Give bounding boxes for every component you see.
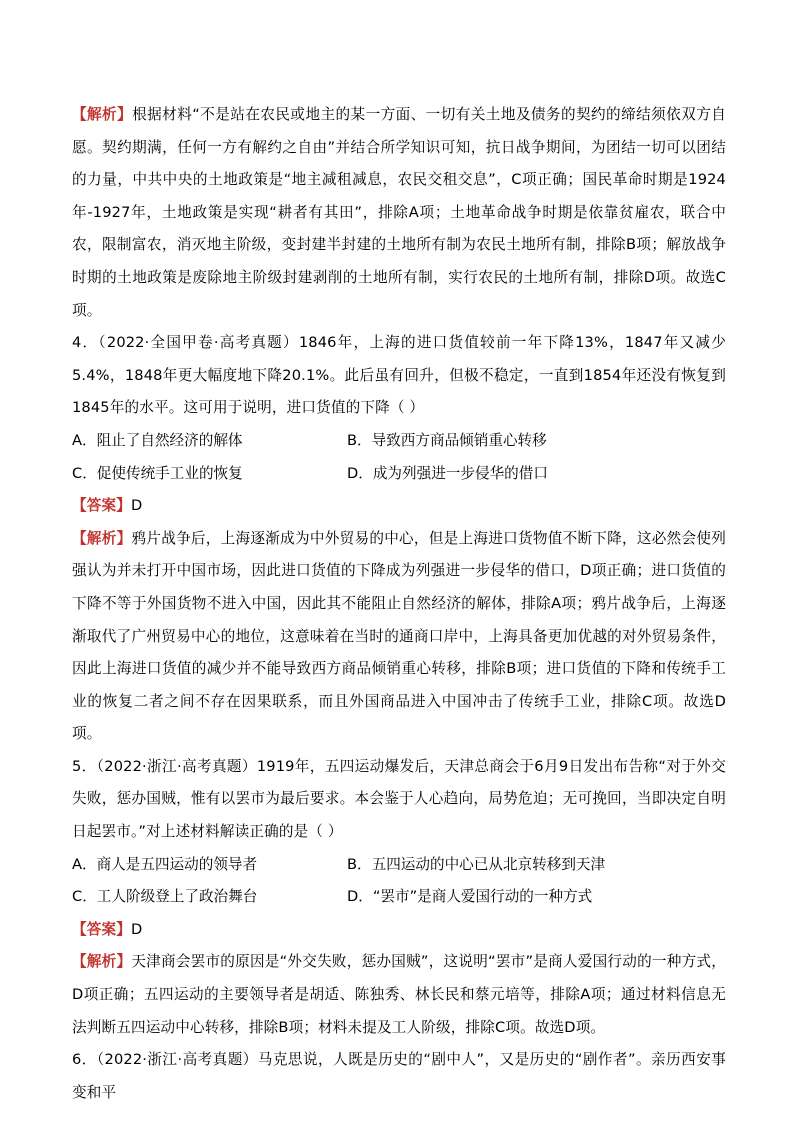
q5-option-d: D．“罢市”是商人爱国行动的一种方式 bbox=[347, 888, 593, 906]
q5-analysis-text: 天津商会罢市的原因是“外交失败，惩办国贼”，这说明“罢市”是商人爱国行动的一种方式，D项正确；五四运动的主要领导者是胡适、陈独秀、林长民和蔡元培等，排除A项；通过材料信息无法判断五四运动中心转移，排除B项；材料未提及工人阶级，排除C项。故选D项。 bbox=[72, 953, 726, 1036]
q4-option-a: A．阻止了自然经济的解体 bbox=[72, 431, 243, 449]
q4-analysis-text: 鸦片战争后，上海逐渐成为中外贸易的中心，但是上海进口货物值不断下降，这必然会使列强认为并未打开中国市场，因此进口货值的下降成为列强进一步侵华的借口，D项正确；进口货值的下降不等于外国货物不进入中国，因此其不能阻止自然经济的解体，排除A项；鸦片战争后，上海逐渐取代了广州贸易中心的地位，这意味着在当时的通商口岸中，上海具备更加优越的对外贸易条件，因此上海进口货值的减少并不能导致西方商品倾销重心转移，排除B项；进口货值的下降和传统手工业的恢复二者之间不存在因果联系，而且外国商品进入中国冲击了传统手工业，排除C项。故选D项。 bbox=[72, 529, 726, 743]
analysis-label: 【解析】 bbox=[72, 529, 132, 547]
q3-analysis-text: 根据材料“不是站在农民或地主的某一方面、一切有关土地及债务的契约的缔结须依双方自愿。契约期满，任何一方有解约之自由”并结合所学知识可知，抗日战争期间，为团结一切可以团结的力量，中共中央的土地政策是“地主减租减息，农民交租交息”，C项正确；国民革命时期是1924年-1927年，土地政策是实现“耕者有其田”，排除A项；土地革命战争时期是依靠贫雇农，联合中农，限制富农，消灭地主阶级，变封建半封建的土地所有制为农民土地所有制，排除B项；解放战争时期的土地政策是废除地主阶级封建剥削的土地所有制，实行农民的土地所有制，排除D项。故选C项。 bbox=[72, 106, 726, 319]
answer-label: 【答案】 bbox=[72, 497, 131, 515]
q4-stem: 4．（2022·全国甲卷·高考真题）1846年，上海的进口货值较前一年下降13%，1847年又减少5.4%，1848年更大幅度地下降20.1%。此后虽有回升，但极不稳定，一直到1854年还没有恢复到1845年的水平。这可用于说明，进口货值的下降（ ） bbox=[72, 334, 726, 417]
q4-answer bbox=[72, 490, 726, 523]
analysis-label: 【解析】 bbox=[72, 106, 133, 123]
answer-label: 【答案】 bbox=[72, 920, 131, 938]
page-content bbox=[72, 99, 726, 1109]
q5-option-c: C．工人阶级登上了政治舞台 bbox=[72, 888, 258, 906]
analysis-label: 【解析】 bbox=[72, 953, 132, 971]
q6-stem: 6．（2022·浙江·高考真题）马克思说，人既是历史的“剧中人”，又是历史的“剧作者”。亲历西安事变和平 bbox=[72, 1051, 726, 1101]
q5-answer bbox=[72, 914, 726, 947]
q4-options-row-2 bbox=[72, 458, 726, 491]
q4-answer-value: D bbox=[130, 497, 143, 515]
q5-option-a: A．商人是五四运动的领导者 bbox=[72, 855, 258, 873]
q5-analysis-paragraph bbox=[72, 946, 726, 1044]
q4-option-b: B．导致西方商品倾销重心转移 bbox=[347, 431, 547, 449]
q4-option-c: C．促使传统手工业的恢复 bbox=[72, 464, 243, 482]
q5-option-b: B．五四运动的中心已从北京转移到天津 bbox=[347, 855, 606, 873]
q5-options-row-2 bbox=[72, 881, 726, 914]
q4-option-d: D．成为列强进一步侵华的借口 bbox=[347, 464, 548, 482]
q4-options-row-1 bbox=[72, 425, 726, 458]
q3-analysis-paragraph bbox=[72, 99, 726, 327]
q5-options-row-1 bbox=[72, 849, 726, 882]
q5-stem: 5．（2022·浙江·高考真题）1919年，五四运动爆发后，天津总商会于6月9日发出布告称“对于外交失败，惩办国贼，惟有以罢市为最后要求。本会鉴于人心趋向，局势危迫；无可挽回，当即决定自明日起罢市。”对上述材料解读正确的是（ ） bbox=[72, 757, 726, 841]
q5-answer-value: D bbox=[130, 920, 143, 938]
q4-analysis-paragraph bbox=[72, 523, 726, 751]
